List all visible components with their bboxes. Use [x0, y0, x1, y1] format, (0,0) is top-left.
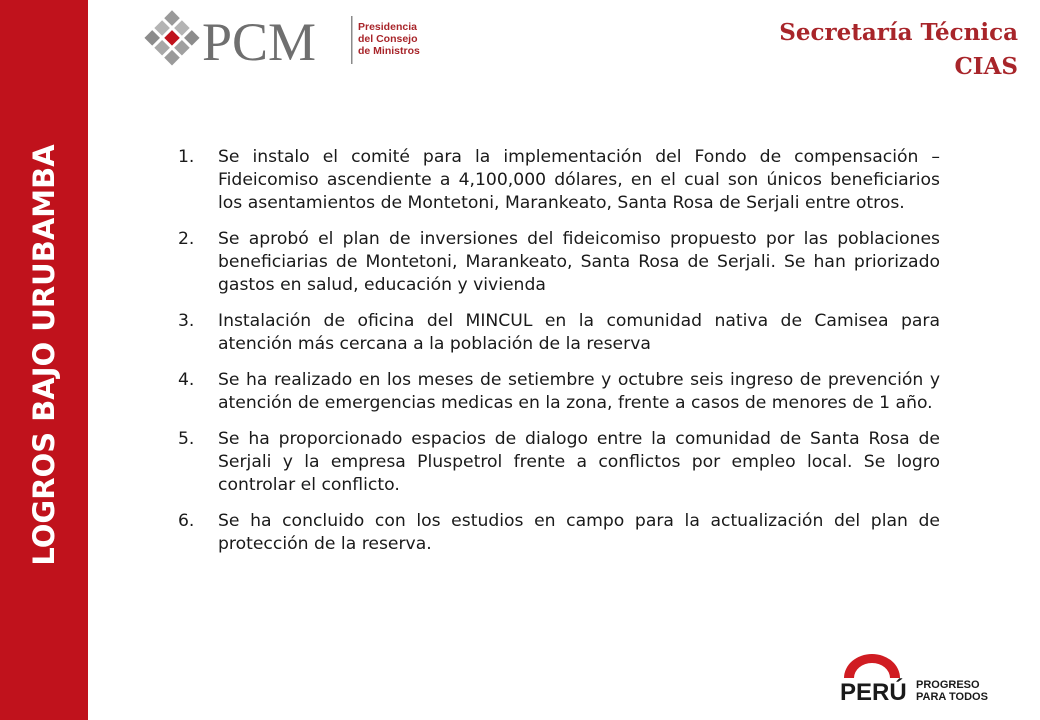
slogan-line1: PROGRESO [916, 679, 980, 691]
secretaria-heading [779, 16, 1018, 84]
peru-logo-text: PERÚ [840, 679, 907, 706]
list-item [178, 510, 940, 556]
sidebar [0, 0, 88, 720]
list-item [178, 310, 940, 356]
item-text: Instalación de oficina del MINCUL en la comunidad nativa de Camisea para atención más cercana a la población de la reserva [218, 311, 940, 354]
secretaria-line1: Secretaría Técnica [779, 19, 1018, 46]
item-number: 6. [178, 511, 195, 531]
item-text: Se ha concluido con los estudios en campo para la actualización del plan de protección de la reserva. [218, 511, 940, 554]
item-number: 2. [178, 229, 195, 249]
item-text: Se ha proporcionado espacios de dialogo entre la comunidad de Santa Rosa de Serjali y la empresa Pluspetrol frente a conflictos por empleo local. Se logro controlar el conflicto. [218, 429, 940, 495]
item-number: 5. [178, 429, 195, 449]
pcm-emblem-icon [144, 10, 199, 65]
peru-logo [836, 650, 1026, 706]
item-number: 1. [178, 147, 195, 167]
peru-arc-icon [844, 654, 900, 678]
item-number: 3. [178, 311, 195, 331]
pcm-subtitle-line2: del Consejo [358, 33, 418, 45]
pcm-subtitle-line3: de Ministros [358, 45, 420, 57]
item-text: Se aprobó el plan de inversiones del fideicomiso propuesto por las poblaciones beneficiarias de Montetoni, Marankeato, Santa Rosa de Serjali. Se han priorizado gastos en salud, educación y vivienda [218, 229, 940, 295]
item-text: Se ha realizado en los meses de setiembre y octubre seis ingreso de prevención y atención de emergencias medicas en la zona, frente a casos de menores de 1 año. [218, 370, 940, 413]
item-number: 4. [178, 370, 195, 390]
sidebar-title: LOGROS BAJO URUBAMBA [27, 144, 61, 566]
item-text: Se instalo el comité para la implementación del Fondo de compensación – Fideicomiso ascendiente a 4,100,000 dólares, en el cual son únicos beneficiarios los asentamientos de Montetoni, Marankeato, Santa Rosa de Serjali entre otros. [218, 147, 940, 213]
list-item [178, 369, 940, 415]
slogan-line2: PARA TODOS [916, 691, 988, 703]
list-item [178, 228, 940, 297]
pcm-logo [140, 8, 430, 72]
pcm-logo-text: PCM [202, 12, 317, 72]
list-item [178, 428, 940, 497]
pcm-subtitle-line1: Presidencia [358, 21, 417, 33]
achievements-list [178, 146, 940, 569]
secretaria-line2: CIAS [954, 53, 1018, 80]
list-item [178, 146, 940, 215]
